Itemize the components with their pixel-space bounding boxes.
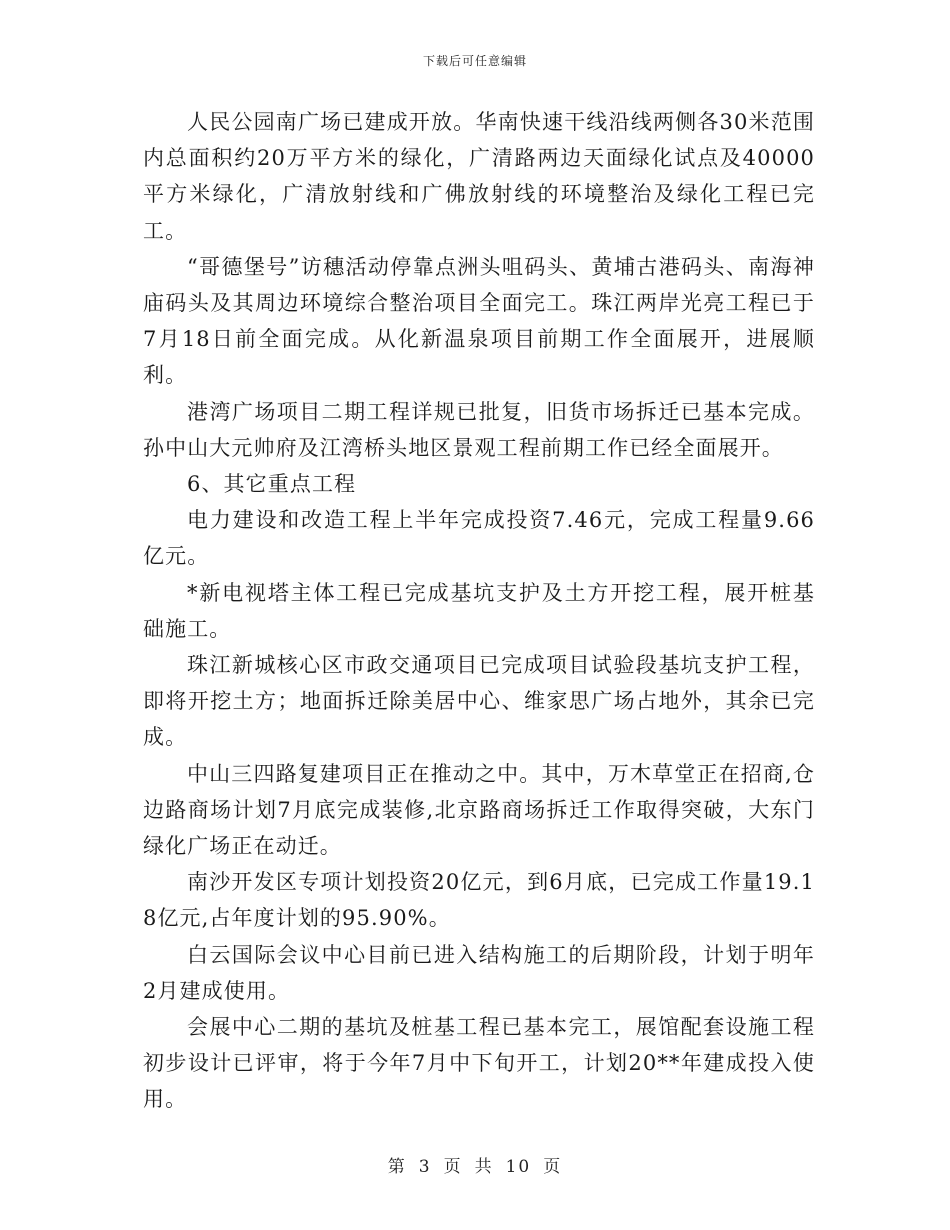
document-body — [143, 104, 815, 1118]
page-number-current: 3 — [418, 1157, 432, 1177]
page-number-total: 10 — [505, 1157, 532, 1177]
paragraph-power-construction: 电力建设和改造工程上半年完成投资7.46元，完成工程量9.66亿元。 — [143, 508, 815, 569]
footer-total-prefix: 共 — [474, 1157, 494, 1177]
paragraph-baiyun-conference: 白云国际会议中心目前已进入结构施工的后期阶段，计划于明年2月建成使用。 — [143, 942, 815, 1003]
page-header: 下载后可任意编辑 — [422, 54, 527, 68]
section-heading-other-projects: 6、其它重点工程 — [187, 472, 357, 497]
paragraph-gotheborg-visit: “哥德堡号”访穗活动停靠点洲头咀码头、黄埔古港码头、南海神庙码头及其周边环境综合整治项目全面完工。珠江两岸光亮工程已于7月18日前全面完成。从化新温泉项目前期工作全面展开，进展顺利。 — [143, 254, 815, 388]
paragraph-park-greening: 人民公园南广场已建成开放。华南快速干线沿线两侧各30米范围内总面积约20万平方米的绿化，广清路两边天面绿化试点及40000平方米绿化，广清放射线和广佛放射线的环境整治及绿化工程已完工。 — [143, 110, 815, 243]
paragraph-tv-tower: *新电视塔主体工程已完成基坑支护及土方开挖工程，展开桩基础施工。 — [143, 580, 815, 641]
paragraph-zhongshan-road: 中山三四路复建项目正在推动之中。其中，万木草堂正在招商,仓边路商场计划7月底完成装修,北京路商场拆迁工作取得突破，大东门绿化广场正在动迁。 — [143, 761, 815, 859]
footer-suffix: 页 — [543, 1157, 563, 1177]
footer-prefix: 第 — [387, 1157, 407, 1177]
paragraph-exhibition-center: 会展中心二期的基坑及桩基工程已基本完工，展馆配套设施工程初步设计已评审，将于今年7月中下旬开工，计划20**年建成投入使用。 — [143, 1015, 815, 1112]
paragraph-harbor-plaza: 港湾广场项目二期工程详规已批复，旧货市场拆迁已基本完成。孙中山大元帅府及江湾桥头地区景观工程前期工作已经全面展开。 — [143, 399, 815, 460]
page-footer — [0, 1152, 950, 1177]
footer-page-word: 页 — [443, 1157, 463, 1177]
paragraph-nansha: 南沙开发区专项计划投资20亿元，到6月底，已完成工作量19.18亿元,占年度计划的95.90%。 — [143, 870, 815, 931]
paragraph-zhujiang-new-town: 珠江新城核心区市政交通项目已完成项目试验段基坑支护工程，即将开挖土方；地面拆迁除美居中心、维家思广场占地外，其余已完成。 — [143, 653, 815, 750]
